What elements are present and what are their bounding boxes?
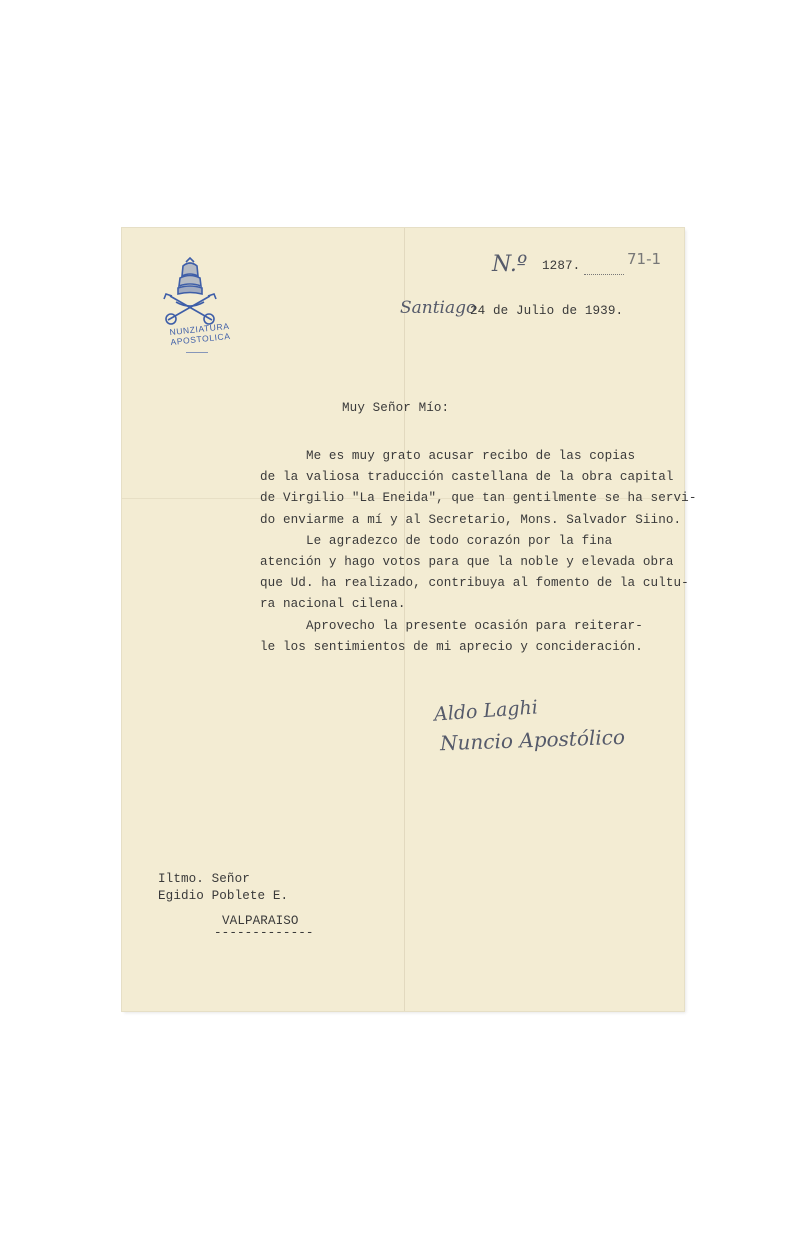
number-label: N.º [492, 252, 528, 277]
body-line: de Virgilio "La Eneida", que tan gentilmente se ha servi- [260, 491, 697, 506]
recipient-city-underline: ------------- [214, 926, 314, 940]
seal-divider [186, 352, 208, 353]
place: Santiago [400, 298, 477, 318]
letter-sheet [122, 228, 697, 1011]
signature-name: Aldo Laghi [433, 696, 539, 726]
recipient-title: Iltmo. Señor [158, 872, 250, 886]
pencil-reference: 71-1 [627, 250, 662, 268]
body-line: de la valiosa traducción castellana de la obra capital [260, 470, 674, 485]
body-line: Aprovecho la presente ocasión para reiterar- [260, 618, 643, 633]
papal-keys-and-tiara-icon [128, 256, 258, 326]
number-dotted-line [584, 274, 624, 275]
nunciature-seal [128, 256, 258, 366]
body-line: Le agradezco de todo corazón por la fina [260, 533, 613, 548]
body-line: que Ud. ha realizado, contribuya al fomento de la cultu- [260, 576, 689, 591]
salutation: Muy Señor Mío: [342, 401, 450, 415]
recipient-city: VALPARAISO [222, 914, 299, 928]
body-line: Me es muy grato acusar recibo de las copias [260, 449, 636, 463]
recipient-name: Egidio Poblete E. [158, 889, 289, 903]
body-line: le los sentimientos de mi aprecio y concideración. [260, 639, 643, 654]
body-line: atención y hago votos para que la noble y elevada obra [260, 554, 674, 569]
body-line: do enviarme a mí y al Secretario, Mons. Salvador Siino. [260, 512, 682, 527]
date: 24 de Julio de 1939. [470, 304, 624, 318]
seal-text: NUNZIATURA APOSTOLICA [169, 320, 231, 348]
signature-title: Nuncio Apostólico [439, 724, 626, 756]
number-value: 1287. [542, 259, 581, 273]
letter-body [260, 446, 697, 658]
body-line: ra nacional cilena. [260, 597, 406, 612]
